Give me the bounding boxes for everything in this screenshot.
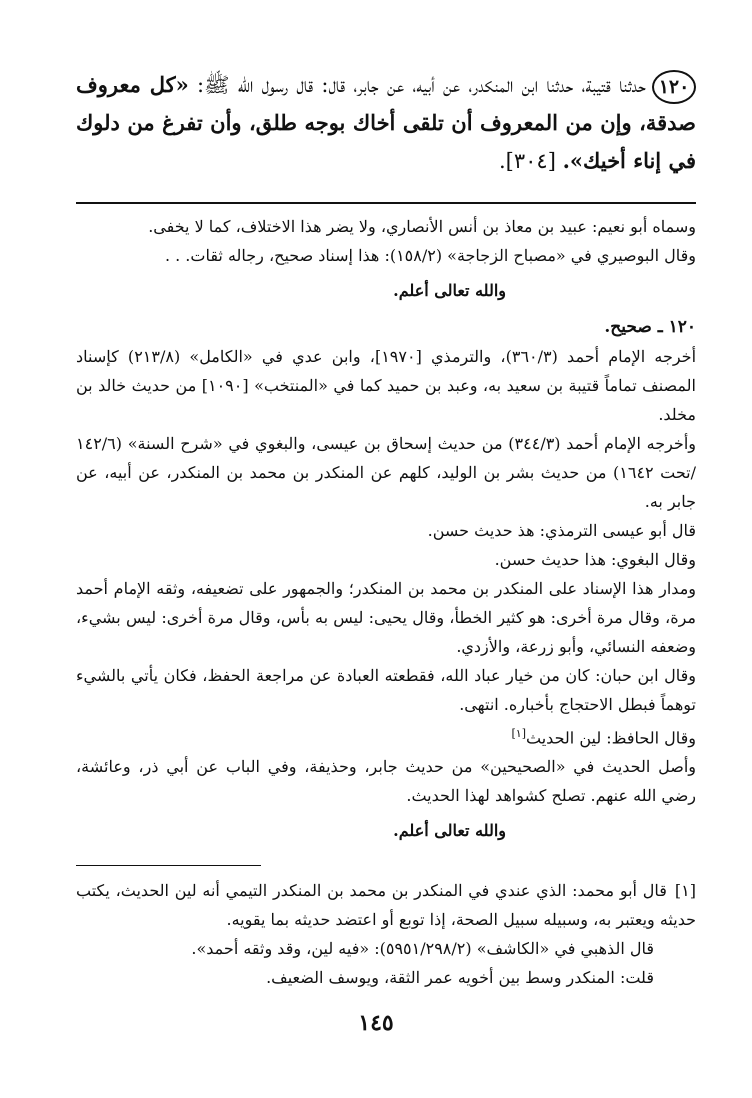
footnote-mark: [١] [674, 881, 696, 901]
takhrij-paragraph: أخرجه الإمام أحمد (٣٦٠/٣)، والترمذي [١٩٧٠]، وابن عدي في «الكامل» (٢١٣/٨) كإسناد المصنف تماماً قتيبة بن سعيد به، وعبد بن حميد كما في «المنتخب» [١٠٩٠] من حديث خالد بن مخلد. [76, 347, 697, 424]
takhrij-paragraph: وأخرجه الإمام أحمد (٣٤٤/٣) من حديث إسحاق بن عيسى، والبغوي في «شرح السنة» (١٤٢/٦ /تحت ١٦٤٢) من حديث بشر بن الوليد، كلهم عن المنكدر بن محمد بن المنكدر، عن أبيه، عن جابر به. [76, 434, 697, 511]
footnote-text: قال أبو محمد: الذي عندي في المنكدر بن محمد بن المنكدر التيمي أنه لين الحديث، يكتب حديثه ويعتبر به، وسبيله سبيل الصحة، إذا توبع أو اعتضد حديثه بما يقويه. [76, 881, 696, 930]
hadith-block [76, 66, 696, 180]
page-number: ١٤٥ [358, 1010, 394, 1036]
hadith-text: «كل معروف صدقة، وإن من المعروف أن تلقى أخاك بوجه طلق، وأن تفرغ من دلوك في إناء أخيك». [76, 72, 696, 173]
takhrij-paragraph: قال أبو عيسى الترمذي: هذ حديث حسن. [427, 521, 696, 540]
takhrij-heading: ١٢٠ ـ صحيح. [604, 317, 696, 337]
footnote-paragraph: قال الذهبي في «الكاشف» (٥٩٥١/٢٩٨/٢): «فيه لين، وقد وثقه أحمد». [191, 939, 654, 959]
previous-notes [76, 212, 696, 305]
hadith-number-badge: ١٢٠ [652, 70, 696, 104]
hadith-chain: حدثنا قتيبة، حدثنا ابن المنكدر، عن أبيه، عن جابر، قال: قال رسول الله ﷺ: [188, 73, 646, 97]
takhrij-paragraph: وقال ابن حبان: كان من خيار عباد الله، فقطعته العبادة عن مراجعة الحفظ، فكان يأتي بالشيء توهماً فبطل الاحتجاج بأخباره. انتهى. [76, 666, 696, 714]
section-divider [76, 202, 696, 204]
closing-phrase: والله تعالى أعلم. [393, 281, 506, 300]
takhrij-paragraph: ومدار هذا الإسناد على المنكدر بن محمد بن المنكدر؛ والجمهور على تضعيفه، وثقه الإمام أحمد مرة، وقال مرة أخرى: هو كثير الخطأ، وقال يحيى: ليس به بأس، وقال مرة أخرى: ليس بشيء، وضعفه النسائي، وأبو زرعة، والأزدي. [76, 579, 696, 656]
closing-phrase: والله تعالى أعلم. [393, 821, 506, 841]
page-content [76, 66, 696, 992]
footnote-section [76, 876, 696, 992]
note-paragraph: وقال البوصيري في «مصباح الزجاجة» (١٥٨/٢): هذا إسناد صحيح، رجاله ثقات. . . [164, 246, 696, 265]
hafiz-quote: وقال الحافظ: لين الحديث [526, 728, 696, 748]
hadith-ref: [٣٠٤]. [499, 149, 563, 173]
footnote-paragraph [76, 876, 696, 934]
takhrij-section [76, 313, 696, 845]
takhrij-paragraph [76, 719, 696, 752]
takhrij-paragraph: وقال البغوي: هذا حديث حسن. [494, 550, 696, 569]
footnote-divider [76, 865, 261, 866]
note-paragraph: وسماه أبو نعيم: عبيد بن معاذ بن أنس الأنصاري، ولا يضر هذا الاختلاف، كما لا يخفى. [148, 217, 696, 236]
footnote-reference[interactable]: [١] [511, 727, 527, 740]
takhrij-paragraph: وأصل الحديث في «الصحيحين» من حديث جابر، وحذيفة، وفي الباب عن أبي ذر، وعائشة، رضي الله عنهم. تصلح كشواهد لهذا الحديث. [76, 757, 696, 806]
footnote-paragraph: قلت: المنكدر وسط بين أخويه عمر الثقة، ويوسف الضعيف. [266, 968, 654, 988]
